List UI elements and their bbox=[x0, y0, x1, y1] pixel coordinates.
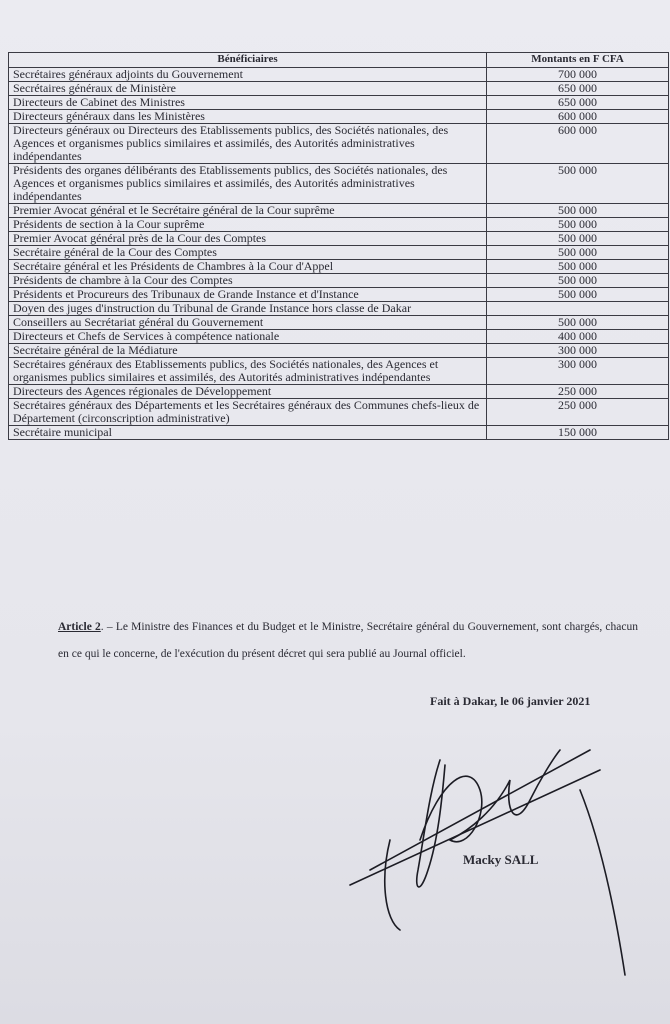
beneficiary-cell: Présidents des organes délibérants des Etablissements publics, des Sociétés nationales, des Agences et organismes publics similaires et assimilés, des Autorités administratives indépendantes bbox=[9, 164, 487, 204]
table-row bbox=[9, 385, 669, 399]
amount-cell: 300 000 bbox=[487, 344, 669, 358]
article-label: Article 2 bbox=[58, 621, 101, 633]
beneficiary-cell: Présidents et Procureurs des Tribunaux de Grande Instance et d'Instance bbox=[9, 288, 487, 302]
amount-cell: 150 000 bbox=[487, 426, 669, 440]
beneficiaries-header: Bénéficiaires bbox=[9, 53, 487, 68]
article-text: . – Le Ministre des Finances et du Budget et le Ministre, Secrétaire général du Gouvernement, sont chargés, chacun en ce qui le concerne, de l'exécution du présent décret qui sera publié au Journal officiel. bbox=[58, 621, 638, 660]
amount-cell: 500 000 bbox=[487, 288, 669, 302]
allowance-table bbox=[8, 52, 669, 440]
amount-cell: 600 000 bbox=[487, 124, 669, 164]
beneficiary-cell: Présidents de chambre à la Cour des Comptes bbox=[9, 274, 487, 288]
handwritten-signature bbox=[330, 720, 630, 980]
beneficiary-cell: Secrétaire municipal bbox=[9, 426, 487, 440]
beneficiary-cell: Secrétaires généraux des Etablissements publics, des Sociétés nationales, des Agences et organismes publics similaires et assimilés, des Autorités administratives indépendantes bbox=[9, 358, 487, 385]
amount-cell: 650 000 bbox=[487, 82, 669, 96]
amount-cell: 500 000 bbox=[487, 260, 669, 274]
amount-cell: 500 000 bbox=[487, 232, 669, 246]
table-row bbox=[9, 344, 669, 358]
amount-cell: 400 000 bbox=[487, 330, 669, 344]
amount-cell: 300 000 bbox=[487, 358, 669, 385]
table-row bbox=[9, 68, 669, 82]
table-row bbox=[9, 399, 669, 426]
amount-cell: 500 000 bbox=[487, 274, 669, 288]
table-row bbox=[9, 358, 669, 385]
beneficiary-cell: Premier Avocat général près de la Cour des Comptes bbox=[9, 232, 487, 246]
table-row bbox=[9, 124, 669, 164]
table-row bbox=[9, 232, 669, 246]
amounts-header: Montants en F CFA bbox=[487, 53, 669, 68]
beneficiary-cell: Directeurs généraux dans les Ministères bbox=[9, 110, 487, 124]
table-row bbox=[9, 260, 669, 274]
table-row bbox=[9, 426, 669, 440]
beneficiary-cell: Présidents de section à la Cour suprême bbox=[9, 218, 487, 232]
amount-cell: 500 000 bbox=[487, 246, 669, 260]
amount-cell: 500 000 bbox=[487, 164, 669, 204]
amount-cell: 500 000 bbox=[487, 316, 669, 330]
signatory-name: Macky SALL bbox=[463, 852, 539, 867]
amount-cell: 500 000 bbox=[487, 218, 669, 232]
table-header-row bbox=[9, 53, 669, 68]
beneficiary-cell: Conseillers au Secrétariat général du Gouvernement bbox=[9, 316, 487, 330]
table-row bbox=[9, 316, 669, 330]
table-row bbox=[9, 218, 669, 232]
table-row bbox=[9, 274, 669, 288]
table-row bbox=[9, 82, 669, 96]
table-row bbox=[9, 302, 669, 316]
amount-cell: 250 000 bbox=[487, 399, 669, 426]
beneficiary-cell: Secrétaires généraux adjoints du Gouvernement bbox=[9, 68, 487, 82]
table-row bbox=[9, 164, 669, 204]
beneficiary-cell: Secrétaires généraux des Départements et les Secrétaires généraux des Communes chefs-lieux de Département (circonscription administrative) bbox=[9, 399, 487, 426]
amount-cell: 600 000 bbox=[487, 110, 669, 124]
beneficiary-cell: Secrétaire général de la Cour des Comptes bbox=[9, 246, 487, 260]
table-row bbox=[9, 330, 669, 344]
table-row bbox=[9, 288, 669, 302]
beneficiary-cell: Doyen des juges d'instruction du Tribunal de Grande Instance hors classe de Dakar bbox=[9, 302, 487, 316]
table-row bbox=[9, 204, 669, 218]
table-row bbox=[9, 110, 669, 124]
beneficiary-cell: Directeurs généraux ou Directeurs des Etablissements publics, des Sociétés nationales, des Agences et organismes publics similaires et assimilés, des Autorités administratives indépendantes bbox=[9, 124, 487, 164]
beneficiary-cell: Premier Avocat général et le Secrétaire général de la Cour suprême bbox=[9, 204, 487, 218]
table-row bbox=[9, 246, 669, 260]
place-and-date: Fait à Dakar, le 06 janvier 2021 bbox=[430, 694, 591, 708]
beneficiary-cell: Secrétaires généraux de Ministère bbox=[9, 82, 487, 96]
beneficiary-cell: Directeurs et Chefs de Services à compétence nationale bbox=[9, 330, 487, 344]
amount-cell bbox=[487, 302, 669, 316]
amount-cell: 250 000 bbox=[487, 385, 669, 399]
beneficiary-cell: Secrétaire général et les Présidents de Chambres à la Cour d'Appel bbox=[9, 260, 487, 274]
article-2-paragraph bbox=[58, 614, 638, 668]
beneficiary-cell: Directeurs de Cabinet des Ministres bbox=[9, 96, 487, 110]
beneficiary-cell: Directeurs des Agences régionales de Développement bbox=[9, 385, 487, 399]
amount-cell: 650 000 bbox=[487, 96, 669, 110]
table-body bbox=[9, 68, 669, 440]
table-row bbox=[9, 96, 669, 110]
beneficiary-cell: Secrétaire général de la Médiature bbox=[9, 344, 487, 358]
amount-cell: 500 000 bbox=[487, 204, 669, 218]
amount-cell: 700 000 bbox=[487, 68, 669, 82]
